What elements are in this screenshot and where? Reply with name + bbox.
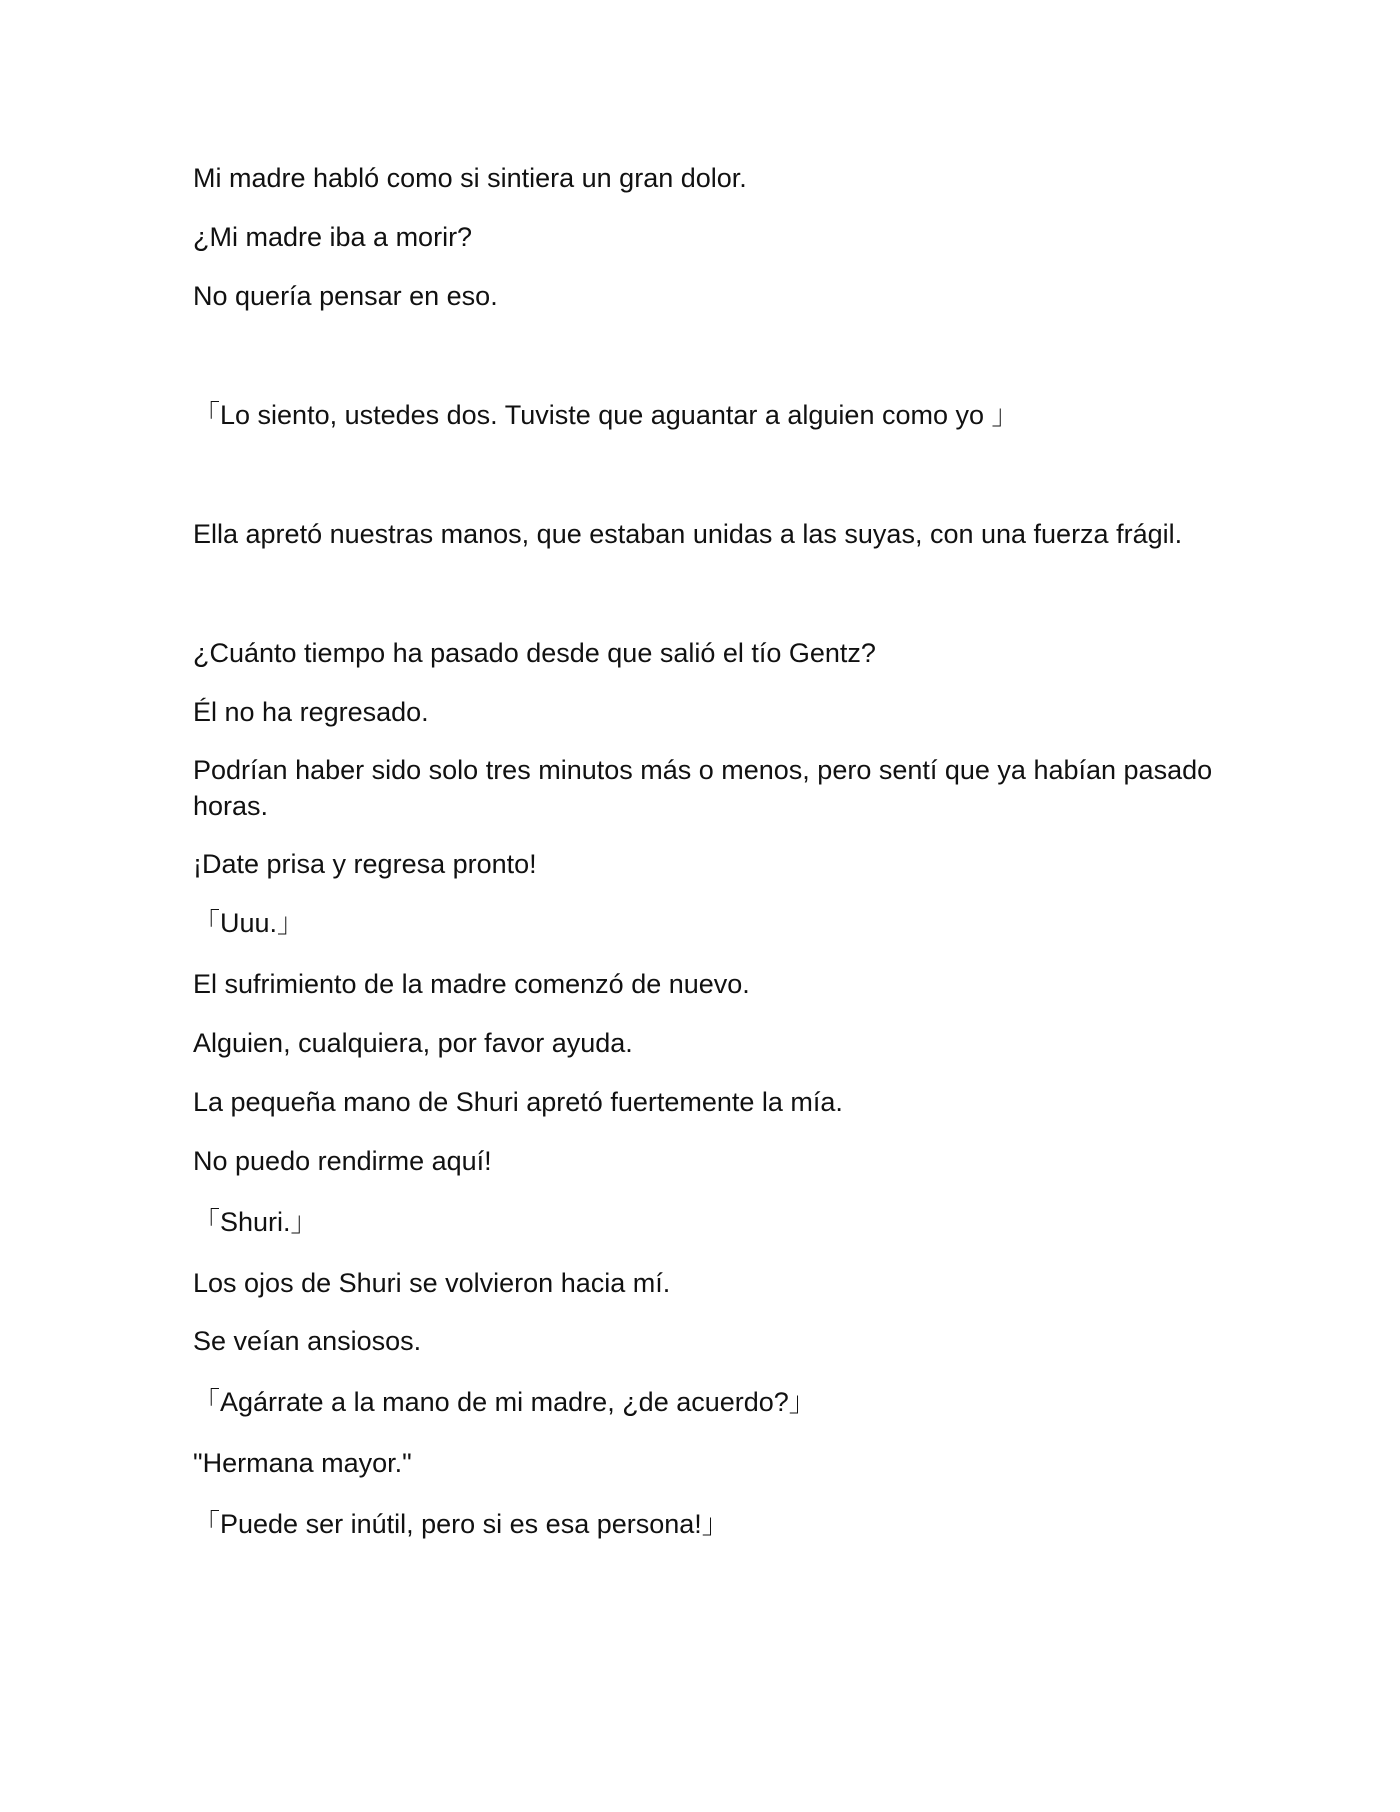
paragraph-1: Mi madre habló como si sintiera un gran dolor. (193, 163, 747, 193)
paragraph-14: Se veían ansiosos. (193, 1326, 422, 1356)
paragraph-8: ¡Date prisa y regresa pronto! (193, 849, 537, 879)
dialogue-line-4: 「Agárrate a la mano de mi madre, ¿de acuerdo?」 (193, 1387, 816, 1417)
paragraph-9: El sufrimiento de la madre comenzó de nuevo. (193, 969, 750, 999)
dialogue-line-2: 「Uuu.」 (193, 908, 305, 938)
dialogue-line-3: 「Shuri.」 (193, 1207, 318, 1237)
dialogue-line-5: 「Puede ser inútil, pero si es esa persona!」 (193, 1509, 729, 1539)
paragraph-3: No quería pensar en eso. (193, 281, 498, 311)
paragraph-6: Él no ha regresado. (193, 697, 429, 727)
paragraph-7: Podrían haber sido solo tres minutos más o menos, pero sentí que ya habían pasado horas. (193, 755, 1220, 821)
paragraph-5: ¿Cuánto tiempo ha pasado desde que salió el tío Gentz? (193, 638, 876, 668)
paragraph-4: Ella apretó nuestras manos, que estaban unidas a las suyas, con una fuerza frágil. (193, 519, 1183, 549)
paragraph-12: No puedo rendirme aquí! (193, 1146, 492, 1176)
paragraph-11: La pequeña mano de Shuri apretó fuertemente la mía. (193, 1087, 843, 1117)
paragraph-13: Los ojos de Shuri se volvieron hacia mí. (193, 1268, 671, 1298)
paragraph-10: Alguien, cualquiera, por favor ayuda. (193, 1028, 633, 1058)
paragraph-2: ¿Mi madre iba a morir? (193, 222, 473, 252)
paragraph-15: "Hermana mayor." (193, 1448, 412, 1478)
dialogue-line-1: 「Lo siento, ustedes dos. Tuviste que aguantar a alguien como yo 」 (193, 400, 1019, 430)
